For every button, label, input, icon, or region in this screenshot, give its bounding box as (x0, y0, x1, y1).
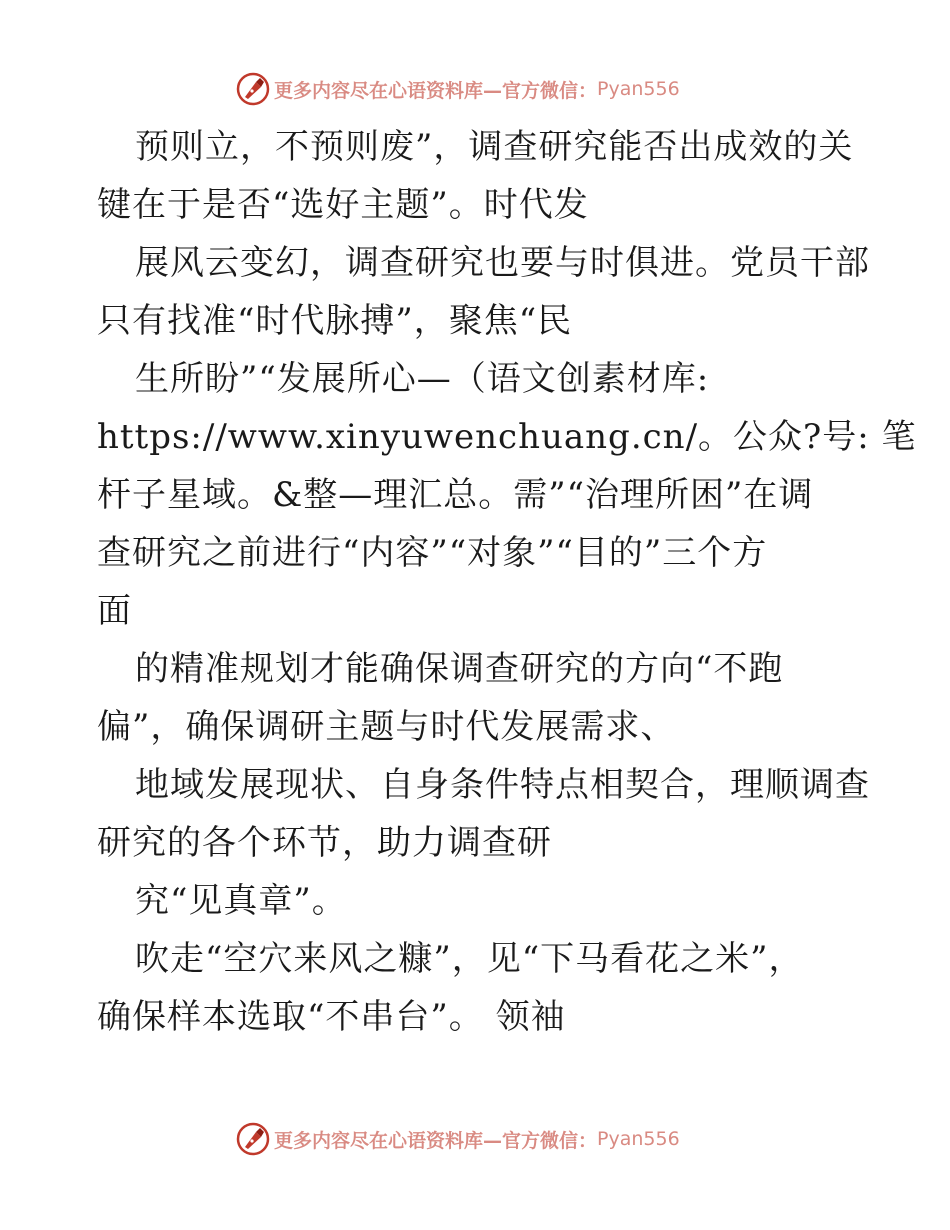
banner-text: 更多内容尽在心语资料库—官方微信： (274, 1129, 598, 1152)
header-banner (236, 70, 680, 108)
text-line: 的精准规划才能确保调查研究的方向“不跑 (135, 649, 784, 689)
banner-text: 更多内容尽在心语资料库—官方微信： (274, 79, 598, 102)
document-body (97, 118, 917, 1046)
text-line: 研究的各个环节，助力调查研 (97, 823, 552, 863)
text-line: 预则立，不预则废”，调查研究能否出成效的关 (135, 127, 854, 167)
text-line: 键在于是否“选好主题”。时代发 (97, 185, 589, 225)
pen-nib-logo-icon (236, 1122, 270, 1156)
text-line: 杆子星域。&整—理汇总。需”“治理所困”在调 (97, 475, 814, 515)
text-line: 究“见真章”。 (135, 881, 347, 921)
text-line: 地域发展现状、自身条件特点相契合，理顺调查 (135, 765, 870, 805)
text-line: https://www.xinyuwenchuang.cn/。公众?号: 笔 (97, 417, 917, 457)
text-line: 偏”，确保调研主题与时代发展需求、 (97, 707, 676, 747)
text-line: 面 (97, 591, 132, 631)
text-line: 查研究之前进行“内容”“对象”“目的”三个方 (97, 533, 768, 573)
footer-banner (236, 1120, 680, 1158)
text-line: 吹走“空穴来风之糠”，见“下马看花之米”， (135, 939, 804, 979)
pen-nib-logo-icon (236, 72, 270, 106)
text-line: 展风云变幻，调查研究也要与时俱进。党员干部 (135, 243, 870, 283)
text-line: 生所盼”“发展所心—（语文创素材库: (135, 359, 710, 399)
banner-contact: Pyan556 (597, 1128, 680, 1150)
banner-contact: Pyan556 (597, 78, 680, 100)
text-line: 确保样本选取“不串台”。 领袖 (97, 997, 566, 1037)
text-line: 只有找准“时代脉搏”，聚焦“民 (97, 301, 573, 341)
